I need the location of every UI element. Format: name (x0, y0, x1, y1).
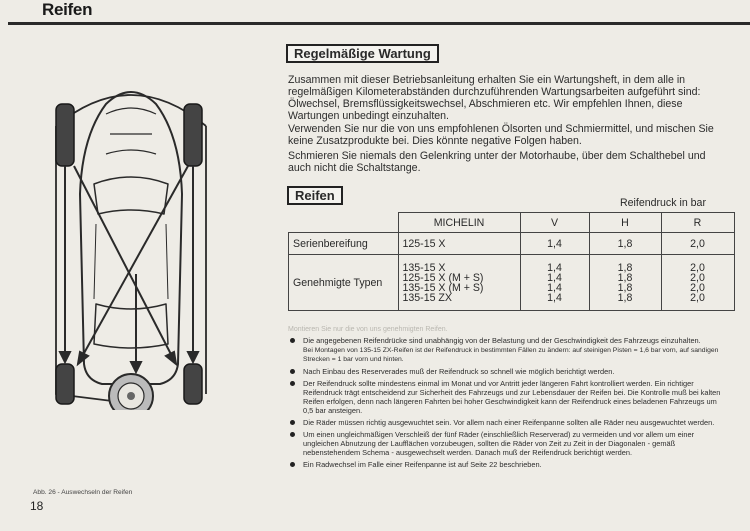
size-item: 135-15 X (402, 261, 446, 274)
row-label-standard: Serienbereifung (289, 233, 399, 255)
list-item (288, 367, 724, 376)
h-item: 1,8 (617, 291, 633, 304)
tires-section-title: Reifen (287, 186, 343, 205)
v-item: 1,4 (547, 291, 562, 304)
bullet-text: Nach Einbau des Reserverades muß der Reifendruck so schnell wie möglich berichtigt werden. (303, 367, 615, 376)
header-rule (8, 22, 750, 25)
wheel-front-left (56, 104, 74, 166)
arrowhead-1 (166, 352, 176, 364)
cell-sizes (398, 255, 520, 311)
wheel-rear-left (56, 364, 74, 404)
bullet-icon (290, 338, 295, 343)
bullet-text: Die Räder müssen richtig ausgewuchtet sein. Vor allem nach einer Reifenpanne sollten alle Räder neu ausgewuchtet werden. (303, 418, 715, 427)
cell-v-list (520, 255, 589, 311)
cell-r: 2,0 (661, 233, 734, 255)
r-item: 2,0 (690, 281, 705, 294)
header-brand: MICHELIN (398, 213, 520, 233)
v-item: 1,4 (547, 271, 562, 284)
list-item (288, 418, 724, 427)
bullet-icon (290, 432, 295, 437)
tire-bullet-list (288, 336, 724, 472)
car-roof-lines (94, 224, 168, 299)
maintenance-paragraph-2: Verwenden Sie nur die von uns empfohlenen Ölsorten und Schmiermittel, und mischen Sie keine Zusatzprodukte bei. Dies könnte negative Folgen haben. (288, 123, 714, 147)
bullet-text: Ein Radwechsel im Falle einer Reifenpanne ist auf Seite 22 beschrieben. (303, 460, 542, 469)
tire-rotation-diagram (36, 74, 226, 410)
cell-h-list (589, 255, 661, 311)
tire-pressure-unit-label: Reifendruck in bar (620, 197, 706, 209)
header-v: V (520, 213, 589, 233)
header-h: H (589, 213, 661, 233)
h-item: 1,8 (617, 281, 633, 294)
maintenance-section-title: Regelmäßige Wartung (286, 44, 439, 63)
wheel-rear-right (184, 364, 202, 404)
r-item: 2,0 (690, 261, 705, 274)
v-item: 1,4 (547, 281, 562, 294)
bullet-text: Um einen ungleichmäßigen Verschleiß der fünf Räder (einschließlich Reserverad) zu vermeiden und vor allem um einer ungleichen Abnutzung der Laufflächen vorzubeugen, sollten die Räder von Zeit zu Zeit in der Diagonalen - gemäß nebenstehendem Schema - ausgewechselt werden. Danach muß der Reifendruck berichtigt werden. (303, 430, 695, 457)
tire-pressure-table (288, 212, 735, 311)
maintenance-paragraph-3: Schmieren Sie niemals den Gelenkring unter der Motorhaube, über dem Schalthebel und auch nicht die Schaltstange. (288, 150, 706, 174)
arrowhead-3 (60, 352, 70, 362)
maintenance-paragraph-1: Zusammen mit dieser Betriebsanleitung erhalten Sie ein Wartungsheft, in dem alle in regelmäßigen Kilometerabständen durchzuführenden Wartungsarbeiten aufgeführt sind: Ölwechsel, Bremsflüssigkeitswechsel, Abschmieren etc. Wir empfehlen Ihnen, diese Wartungen unbedingt einzuhalten. (288, 74, 701, 122)
bullet-text: Der Reifendruck sollte mindestens einmal im Monat und vor Antritt jeder längeren Fahrt kontrolliert werden. Ein richtiger Reifendruck trägt entscheidend zur Sicherheit des Fahrzeugs und zur Lebensdauer der Reifen bei. Die Kontrolle muß bei kalten Reifen erfolgen, denn nach längeren Fahrten bei hoher Geschwindigkeit kann der Reifendruck eines beladenen Fahrzeugs um 0,5 bar ansteigen. (303, 379, 721, 415)
bullet-subtext: Bei Montagen von 135-15 ZX-Reifen ist der Reifendruck in bestimmten Fällen zu ändern: auf steinigen Pisten = 1,6 bar vorn, auf sandigen Strecken = 1 bar vorn und hinten. (303, 347, 719, 363)
row-label-approved: Genehmigte Typen (289, 255, 399, 311)
list-item (288, 460, 724, 469)
size-item: 135-15 X (M + S) (402, 281, 484, 294)
list-item (288, 379, 724, 415)
car-windshield (94, 177, 168, 214)
header-r: R (661, 213, 734, 233)
bullet-icon (290, 420, 295, 425)
v-item: 1,4 (547, 261, 562, 274)
r-item: 2,0 (690, 271, 705, 284)
approved-tires-note: Montieren Sie nur die von uns genehmigten Reifen. (288, 326, 448, 333)
r-item: 2,0 (690, 291, 705, 304)
table-row (289, 233, 735, 255)
h-item: 1,8 (617, 261, 633, 274)
table-row (289, 255, 735, 311)
page-header-title: Reifen (42, 0, 93, 19)
page-number: 18 (30, 499, 44, 513)
spare-wheel (109, 374, 153, 410)
wheel-front-right (184, 104, 202, 166)
arrowhead-5 (131, 362, 141, 372)
bullet-icon (290, 462, 295, 467)
cell-v: 1,4 (520, 233, 589, 255)
arrowhead-4 (188, 352, 198, 362)
size-item: 135-15 ZX (402, 291, 452, 304)
cell-size: 125-15 X (398, 233, 520, 255)
table-header-row (289, 213, 735, 233)
car-hood-lines (106, 108, 156, 154)
size-item: 125-15 X (M + S) (402, 271, 484, 284)
h-item: 1,8 (617, 271, 633, 284)
bullet-icon (290, 369, 295, 374)
arrow-diagonal-1 (74, 166, 176, 364)
bullet-icon (290, 381, 295, 386)
list-item (288, 430, 724, 457)
list-item (288, 336, 724, 364)
figure-caption: Abb. 26 - Auswechseln der Reifen (33, 489, 133, 496)
bullet-text: Die angegebenen Reifendrücke sind unabhängig von der Belastung und der Geschwindigkeit des Fahrzeugs einzuhalten. (303, 336, 701, 345)
cell-h: 1,8 (589, 233, 661, 255)
cell-r-list (661, 255, 734, 311)
